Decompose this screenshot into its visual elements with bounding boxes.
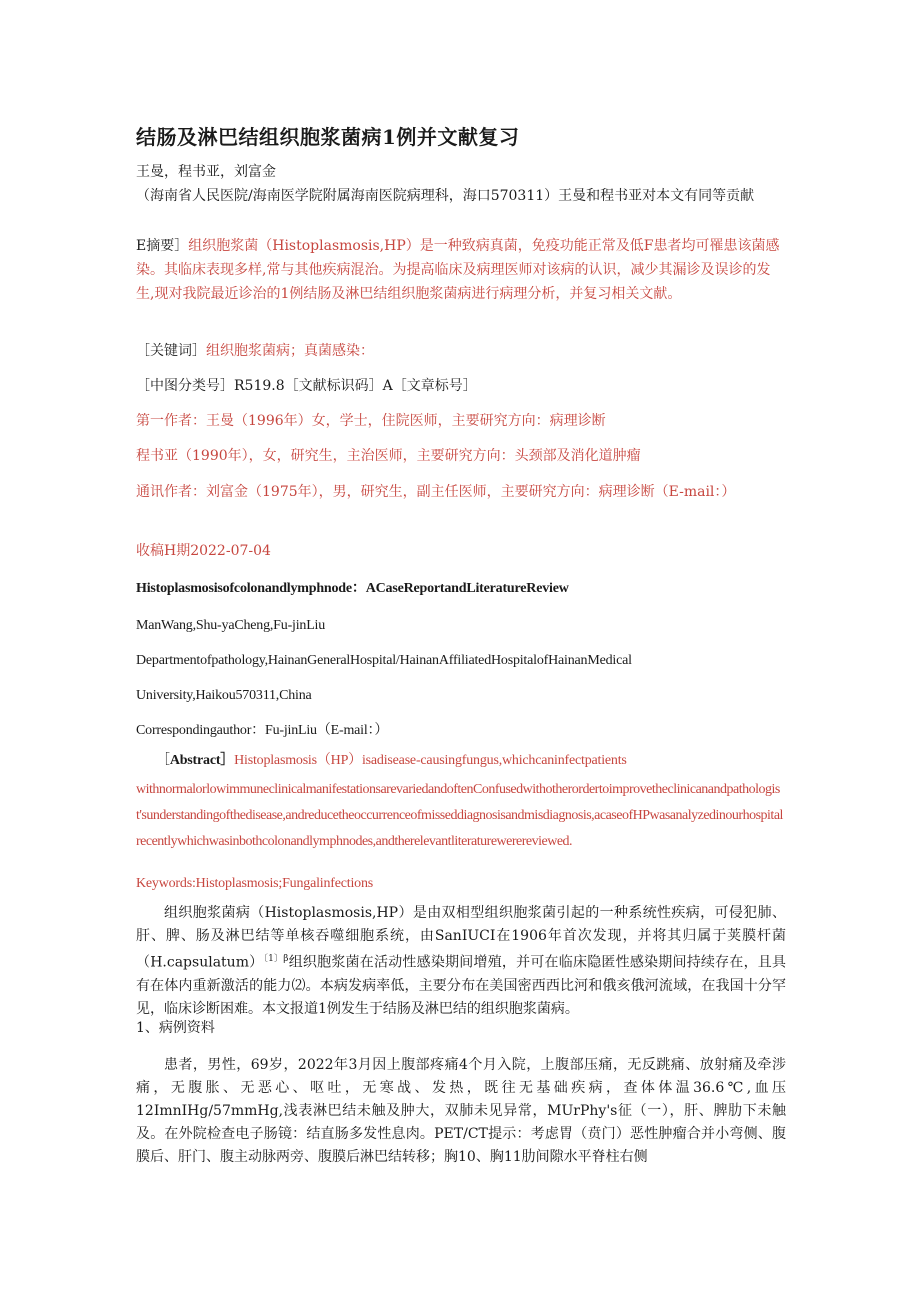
intro-part1: 组织胞浆菌病（Histoplasmosis,HP）是由双相型组织胞浆菌引起的一种系统性疾病，可侵犯肺、肝、脾、肠及淋巴结等单核吞噬细胞系统，由SanIUCI在1906年首次发现，并将其归属于荚膜杆菌（H.capsulatum） xyxy=(136,905,786,971)
abstract-en-line1: Histoplasmosis（HP）isadisease-causingfungus,whichcaninfectpatients xyxy=(234,753,627,768)
received-date: 收稿H期2022-07-04 xyxy=(136,543,271,559)
abstract-cn-text: 组织胞浆菌（Histoplasmosis,HP）是一种致病真菌，免疫功能正常及低F患者均可罹患该菌感染。其临床表现多样,常与其他疾病混治。为提高临床及病理医师对该病的认识，减少其漏诊及误诊的发生,现对我院最近诊治的1例结肠及淋巴结组织胞浆菌病进行病理分析，并复习相关文献。 xyxy=(136,238,780,302)
section-heading-case-data: 1、病例资料 xyxy=(136,1020,215,1036)
english-affiliation-line1: Departmentofpathology,HainanGeneralHospital/HainanAffiliatedHospitalofHainanMedical xyxy=(136,653,632,668)
intro-reference: 〔1〕β xyxy=(263,954,289,964)
english-authors: ManWang,Shu-yaCheng,Fu-jinLiu xyxy=(136,618,326,633)
intro-paragraph xyxy=(136,902,786,1021)
keywords-cn-text: 组织胞浆菌病；真菌感染： xyxy=(206,343,374,359)
intro-part2: 组织胞浆菌在活动性感染期间增殖，并可在临床隐匿性感染期间持续存在，且具有在体内重新激活的能力⑵。本病发病率低，主要分布在美国密西西比河和俄亥俄河流域，在我国十分罕见，临床诊断困难。本文报道1例发生于结肠及淋巴结的组织胞浆菌病。 xyxy=(136,954,786,1017)
affiliation-cn: （海南省人民医院/海南医学院附属海南医院病理科，海口570311）王曼和程书亚对本文有同等贡献 xyxy=(136,188,755,204)
abstract-en-body: withnormalorlowimmuneclinicalmanifestationsarevariedandoftenConfusedwithotherordertoimprovetheclinicanandpathologist'sunderstandingofthedisease,andreducetheoccurrenceofmisseddiagnosisandmisdiagnosis,acaseofHPwasanalyzedinourhospitalrecentlywhichwasinbothcolonandlymphnodes,andtherelevantliteraturewerereviewed. xyxy=(136,782,783,849)
abstract-cn xyxy=(136,234,786,306)
abstract-cn-label: E摘要］ xyxy=(136,238,189,254)
corresponding-author-cn: 通讯作者：刘富金（1975年），男，研究生，副主任医师，主要研究方向：病理诊断（E-mail：） xyxy=(136,484,736,500)
abstract-en-label: Abstract］ xyxy=(169,753,235,768)
paper-title: 结肠及淋巴结组织胞浆菌病1例并文献复习 xyxy=(136,125,520,149)
classification-line: ［中图分类号］R519.8［文献标识码］A［文章标号］ xyxy=(136,378,477,394)
english-affiliation-line2: University,Haikou570311,China xyxy=(136,688,312,703)
authors-cn: 王曼，程书亚，刘富金 xyxy=(136,164,276,180)
english-corresponding-author: Correspondingauthor：Fu-jinLiu（E-mail：） xyxy=(136,723,389,738)
second-author-line: 程书亚（1990年），女，研究生，主治医师，主要研究方向：头颈部及消化道肿瘤 xyxy=(136,448,641,464)
abstract-en-first-line xyxy=(156,750,786,772)
abstract-en-bracket: ［ xyxy=(156,753,170,768)
keywords-en: Keywords:Histoplasmosis;Fungalinfections xyxy=(136,876,373,891)
keywords-cn xyxy=(136,339,786,363)
english-title: Histoplasmosisofcolonandlymphnode：ACaseReportandLiteratureReview xyxy=(136,581,569,596)
first-author-line: 第一作者：王曼（1996年）女，学士，住院医师，主要研究方向：病理诊断 xyxy=(136,413,606,429)
keywords-cn-label: ［关键词］ xyxy=(136,343,206,359)
case-paragraph: 患者，男性，69岁，2022年3月因上腹部疼痛4个月入院，上腹部压痛，无反跳痛、放射痛及牵涉痛，无腹胀、无恶心、呕吐，无寒战、发热，既往无基础疾病，查体体温36.6℃,血压12ImnIHg∕57mmHg,浅表淋巴结未触及肿大，双肺未见异常，MUrPhy's征（一），肝、脾肋下未触及。在外院检查电子肠镜：结直肠多发性息肉。PET/CT提示：考虑胃（贲门）恶性肿瘤合并小弯侧、腹膜后、肝门、腹主动脉两旁、腹膜后淋巴结转移；胸10、胸11肋间隙水平脊柱右侧 xyxy=(136,1057,786,1165)
